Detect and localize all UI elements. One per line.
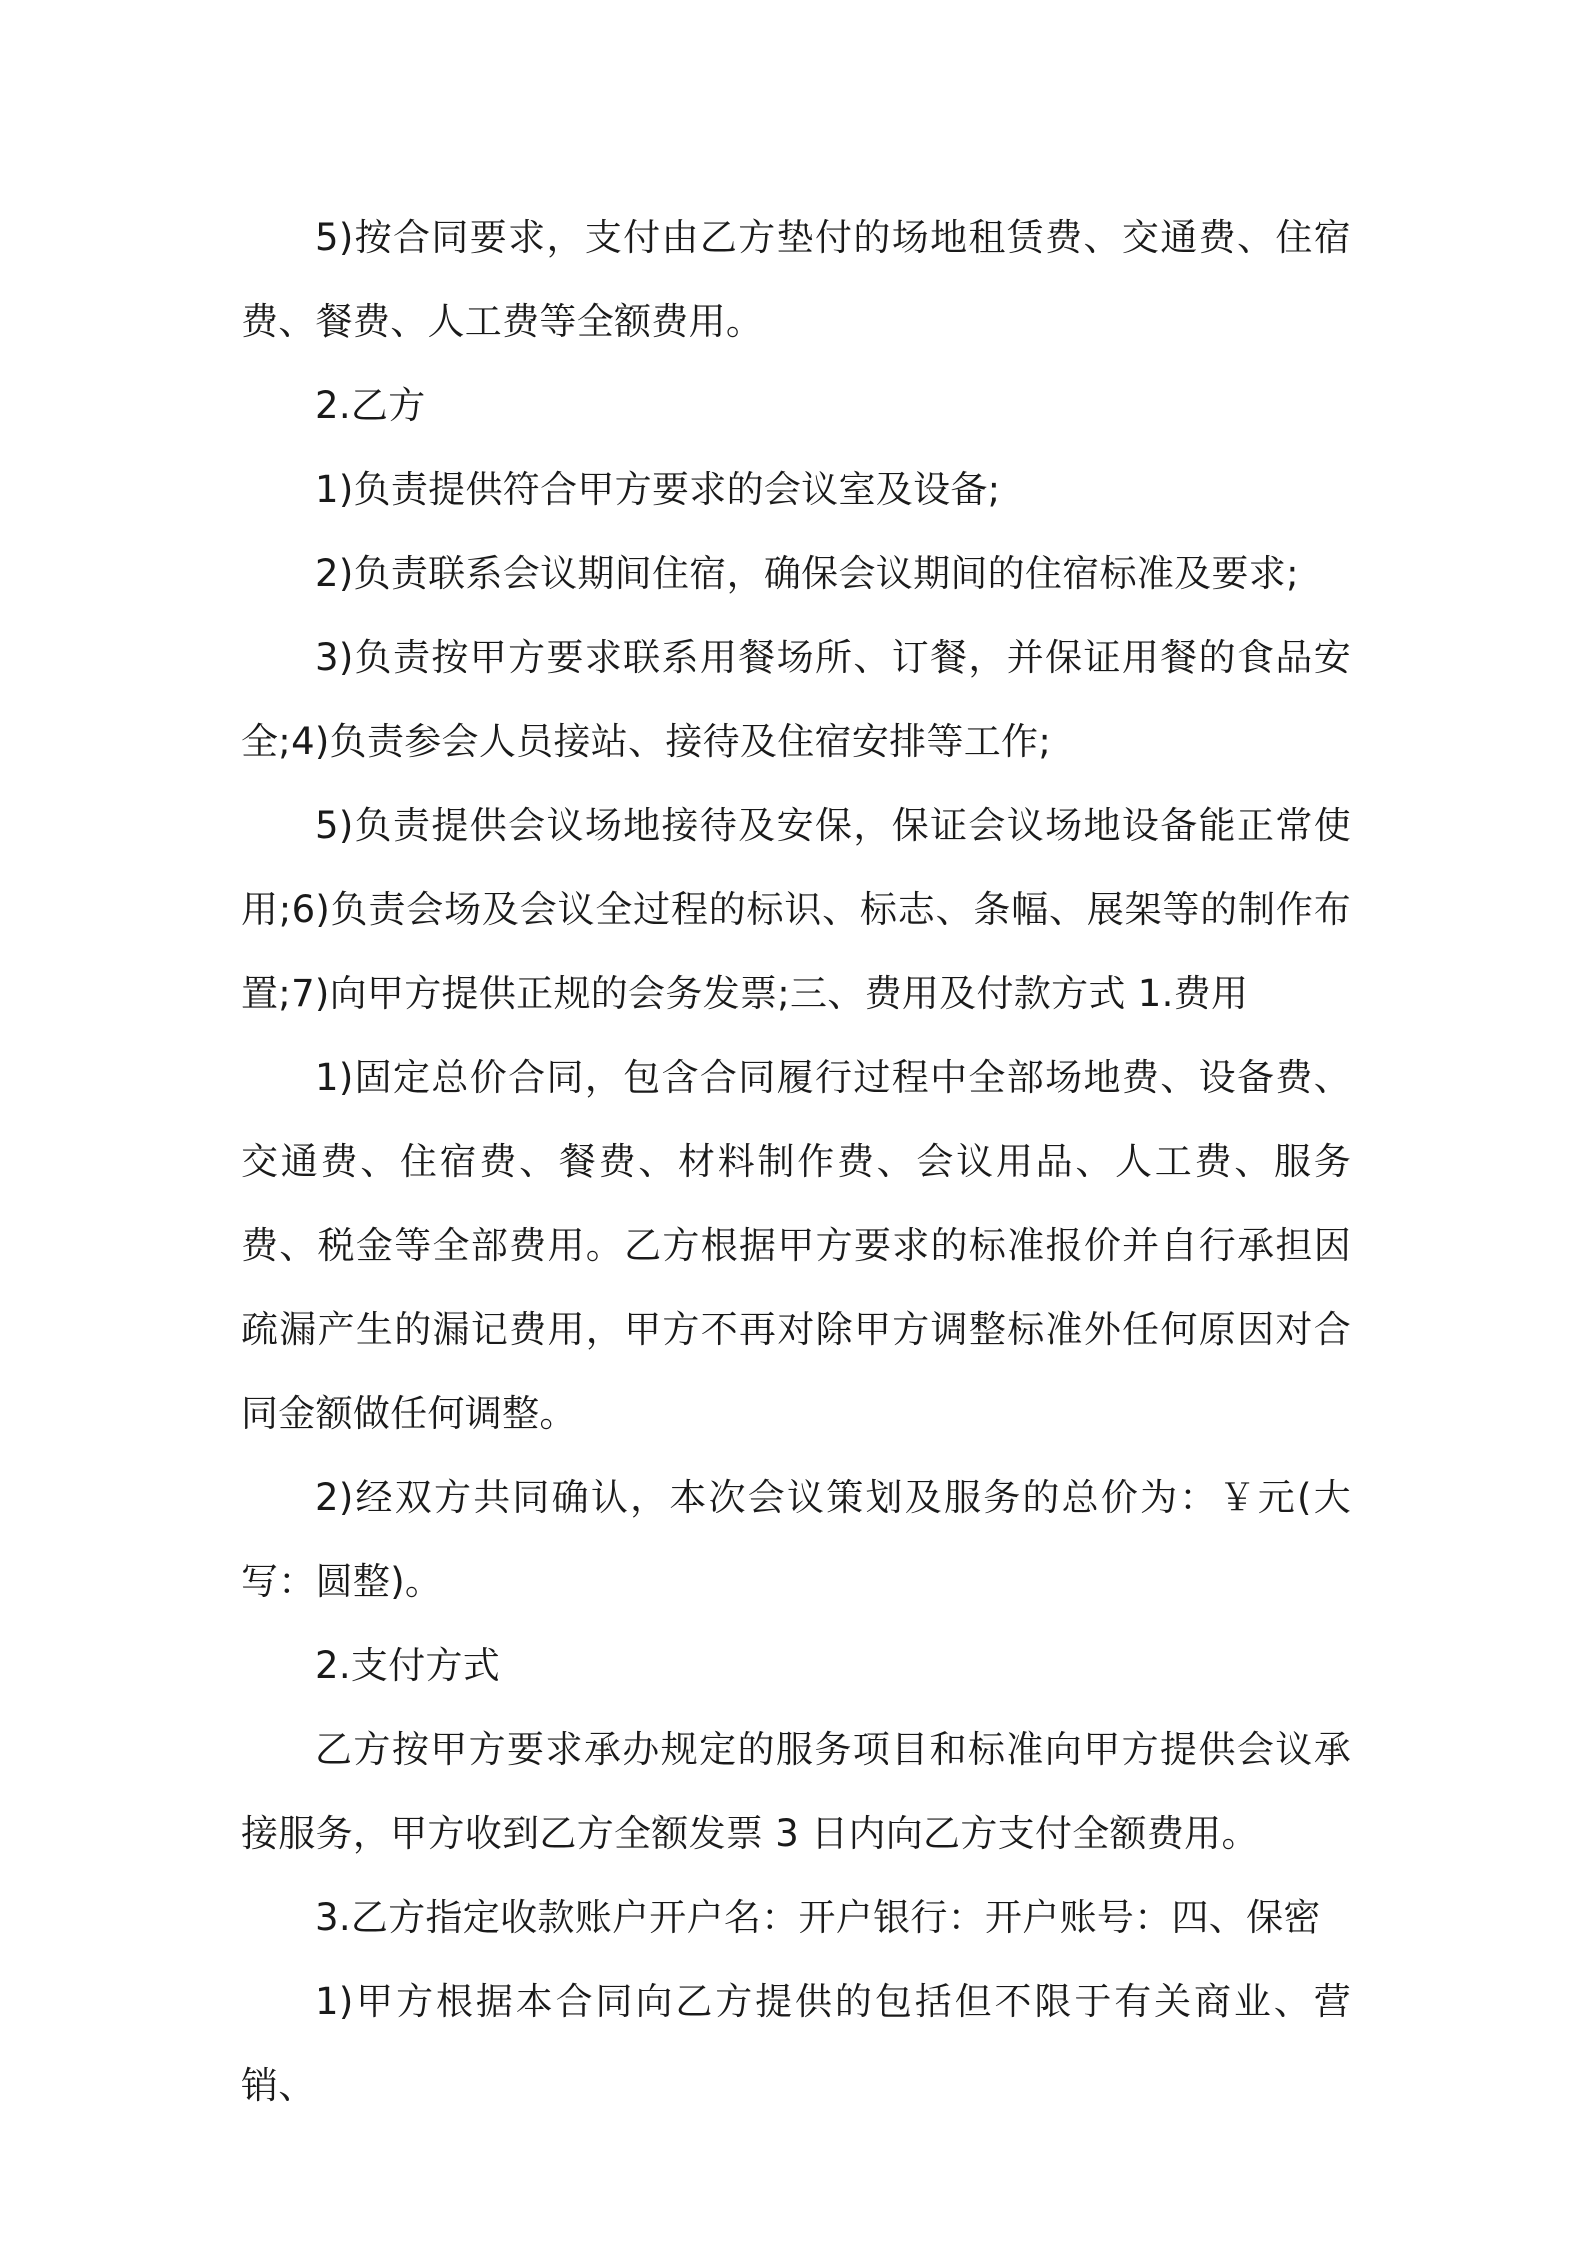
paragraph-party-b-item-5-7: 5)负责提供会议场地接待及安保，保证会议场地设备能正常使用;6)负责会场及会议全过程的标识、标志、条幅、展架等的制作布置;7)向甲方提供正规的会务发票;三、费用及付款方式 1.费用	[241, 804, 1351, 1015]
heading-payment-method: 2.支付方式	[315, 1644, 501, 1687]
paragraph-payment-method: 乙方按甲方要求承办规定的服务项目和标准向甲方提供会议承接服务，甲方收到乙方全额发票 3 日内向乙方支付全额费用。	[241, 1728, 1351, 1855]
paragraph-party-b-item-3-4: 3)负责按甲方要求联系用餐场所、订餐，并保证用餐的食品安全;4)负责参会人员接站、接待及住宿安排等工作;	[241, 636, 1351, 763]
paragraph-payment-item-5: 5)按合同要求，支付由乙方垫付的场地租赁费、交通费、住宿费、餐费、人工费等全额费用。	[241, 216, 1351, 343]
document-body	[241, 196, 1351, 2128]
paragraph-fee-item-1: 1)固定总价合同，包含合同履行过程中全部场地费、设备费、交通费、住宿费、餐费、材料制作费、会议用品、人工费、服务费、税金等全部费用。乙方根据甲方要求的标准报价并自行承担因疏漏产生的漏记费用，甲方不再对除甲方调整标准外任何原因对合同金额做任何调整。	[241, 1056, 1351, 1435]
paragraph-party-b-item-2: 2)负责联系会议期间住宿，确保会议期间的住宿标准及要求;	[315, 552, 1299, 595]
paragraph-party-b-item-1: 1)负责提供符合甲方要求的会议室及设备;	[315, 468, 1001, 511]
paragraph-fee-item-2: 2)经双方共同确认，本次会议策划及服务的总价为：￥元(大写：圆整)。	[241, 1476, 1351, 1603]
heading-party-b: 2.乙方	[315, 384, 426, 427]
paragraph-confidentiality-item-1: 1)甲方根据本合同向乙方提供的包括但不限于有关商业、营销、	[241, 1980, 1351, 2107]
paragraph-bank-account: 3.乙方指定收款账户开户名：开户银行：开户账号：四、保密	[315, 1896, 1321, 1939]
